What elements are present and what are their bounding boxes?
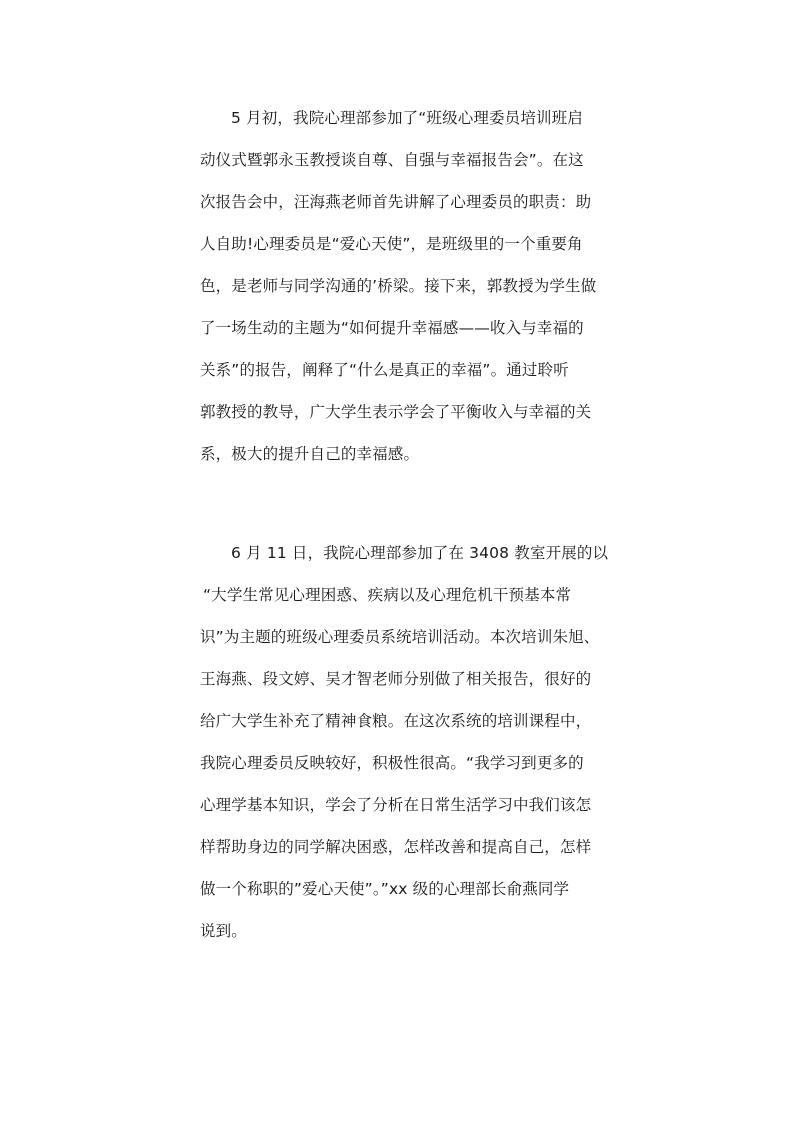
paragraph-line: 了一场生动的主题为“如何提升幸福感——收入与幸福的 — [200, 319, 584, 337]
paragraph-line: 色，是老师与同学沟通的’桥梁。接下来，郭教授为学生做 — [200, 277, 597, 295]
paragraph-line: 我院心理委员反映较好，积极性很高。“我学习到更多的 — [200, 754, 584, 772]
paragraph-line: 给广大学生补充了精神食粮。在这次系统的培训课程中， — [200, 712, 592, 730]
paragraph-line: 次报告会中，汪海燕老师首先讲解了心理委员的职责：助 — [200, 193, 592, 211]
paragraph-line: 识”为主题的班级心理委员系统培训活动。本次培训朱旭、 — [200, 628, 600, 646]
paragraph-line: 动仪式暨郭永玉教授谈自尊、自强与幸福报告会”。在这 — [200, 151, 584, 169]
paragraph-line: 王海燕、段文婷、吴才智老师分别做了相关报告，很好的 — [200, 670, 592, 688]
paragraph-line: 做一个称职的”爱心天使”。”xx 级的心理部长俞燕同学 — [200, 880, 570, 898]
paragraph-line: 人自助!心理委员是“爱心天使”，是班级里的一个重要角 — [200, 235, 583, 253]
paragraph-line: 6 月 11 日，我院心理部参加了在 3408 教室开展的以 — [231, 544, 609, 562]
paragraph-line: 郭教授的教导，广大学生表示学会了平衡收入与幸福的关 — [200, 403, 592, 421]
paragraph-line: “大学生常见心理困惑、疾病以及心理危机干预基本常 — [203, 586, 572, 604]
paragraph-line: 心理学基本知识，学会了分析在日常生活学习中我们该怎 — [200, 796, 592, 814]
paragraph-line: 5 月初，我院心理部参加了“班级心理委员培训班启 — [231, 109, 583, 127]
paragraph-line: 关系”的报告，阐释了“什么是真正的幸福”。通过聆听 — [200, 361, 569, 379]
paragraph-line: 说到。 — [200, 922, 247, 940]
paragraph-line: 样帮助身边的同学解决困惑，怎样改善和提高自己，怎样 — [200, 838, 592, 856]
paragraph-line: 系，极大的提升自己的幸福感。 — [200, 445, 420, 463]
